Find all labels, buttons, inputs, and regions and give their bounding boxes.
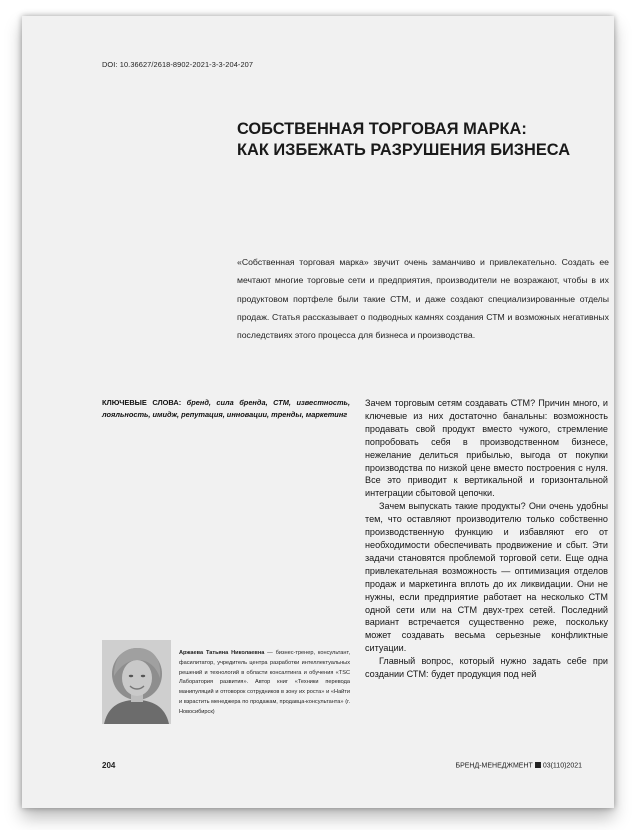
title-line-1: СОБСТВЕННАЯ ТОРГОВАЯ МАРКА: (237, 120, 527, 138)
author-bio (179, 649, 350, 718)
abstract: «Собственная торговая марка» звучит очень заманчиво и привлекательно. Создать ее мечтают многие торговые сети и предприятия, производители не возражают, чтобы в их продуктовом портфеле были такие СТМ, и даже создают специализированные отделы продаж. Статья рассказывает о подводных камнях создания СТМ и возможных негативных последствиях этого процесса для бизнеса и производства. (237, 257, 609, 341)
square-separator-icon (535, 762, 541, 768)
page-number: 204 (102, 761, 116, 770)
title-line-2: КАК ИЗБЕЖАТЬ РАЗРУШЕНИЯ БИЗНЕСА (237, 141, 571, 159)
doi[interactable]: DOI: 10.36627/2618-8902-2021-3-3-204-207 (102, 60, 254, 69)
author-description: — бизнес-тренер, консультант, фасилитатор, учредитель центра разработки интеллектуальных решений и технологий в области консалтинга и обучения «TSC Лаборатория развития». Автор книг «Техники перевода манипуляций и отговорок сотрудников в зону их роста» и «Найти и взрастить менеджера по продажам, продавца-консультанта» (г. Новосибирск) (179, 650, 350, 715)
issue-number: 03(110)2021 (542, 762, 582, 770)
body-paragraph-1: Зачем торговым сетям создавать СТМ? Причин много, и ключевые из них достаточно банальны: возможность продавать свой продукт вместо чужого, стремление попробовать себя в производственном бизнесе, нежелание делиться прибылью, выгода от покупки производства по низкой цене вместо построения с нуля. Все это приводит к вертикальной и горизонтальной интеграции сбытовой цепочки. (365, 398, 608, 499)
keywords-label: КЛЮЧЕВЫЕ СЛОВА: (102, 398, 182, 407)
article-title (237, 119, 617, 161)
body-paragraph-2: Зачем выпускать такие продукты? Они очень удобны тем, что оставляют производителю только собственно производственную функцию и избавляют его от необходимости обеспечивать продвижение и сбыт. Эти задачи становятся проблемой торговой сети. Еще одна привлекательная возможность — оптимизация отделов продаж и маркетинга вплоть до их ликвидации. Они не нужны, если предприятие работает на несколько СТМ одной сети или на СТМ двух-трех сетей. Последний вариант встречается существенно реже, поскольку может создавать весьма серьезные конфликтные ситуации. (365, 501, 608, 654)
author-name: Аржаева Татьяна Николаевна (179, 650, 265, 656)
journal-page (22, 16, 614, 808)
footer-magazine (455, 762, 582, 770)
body-paragraph-3: Главный вопрос, который нужно задать себе при создании СТМ: будет продукция под ней (365, 656, 608, 680)
body-column (365, 397, 608, 681)
keywords-text: бренд, сила бренда, СТМ, известность, лояльность, имидж, репутация, инновации, тренды, маркетинг (102, 398, 350, 420)
author-photo (102, 640, 171, 724)
author-portrait-image (102, 640, 171, 724)
keywords (102, 397, 350, 422)
magazine-name: БРЕНД-МЕНЕДЖМЕНТ (455, 762, 533, 770)
